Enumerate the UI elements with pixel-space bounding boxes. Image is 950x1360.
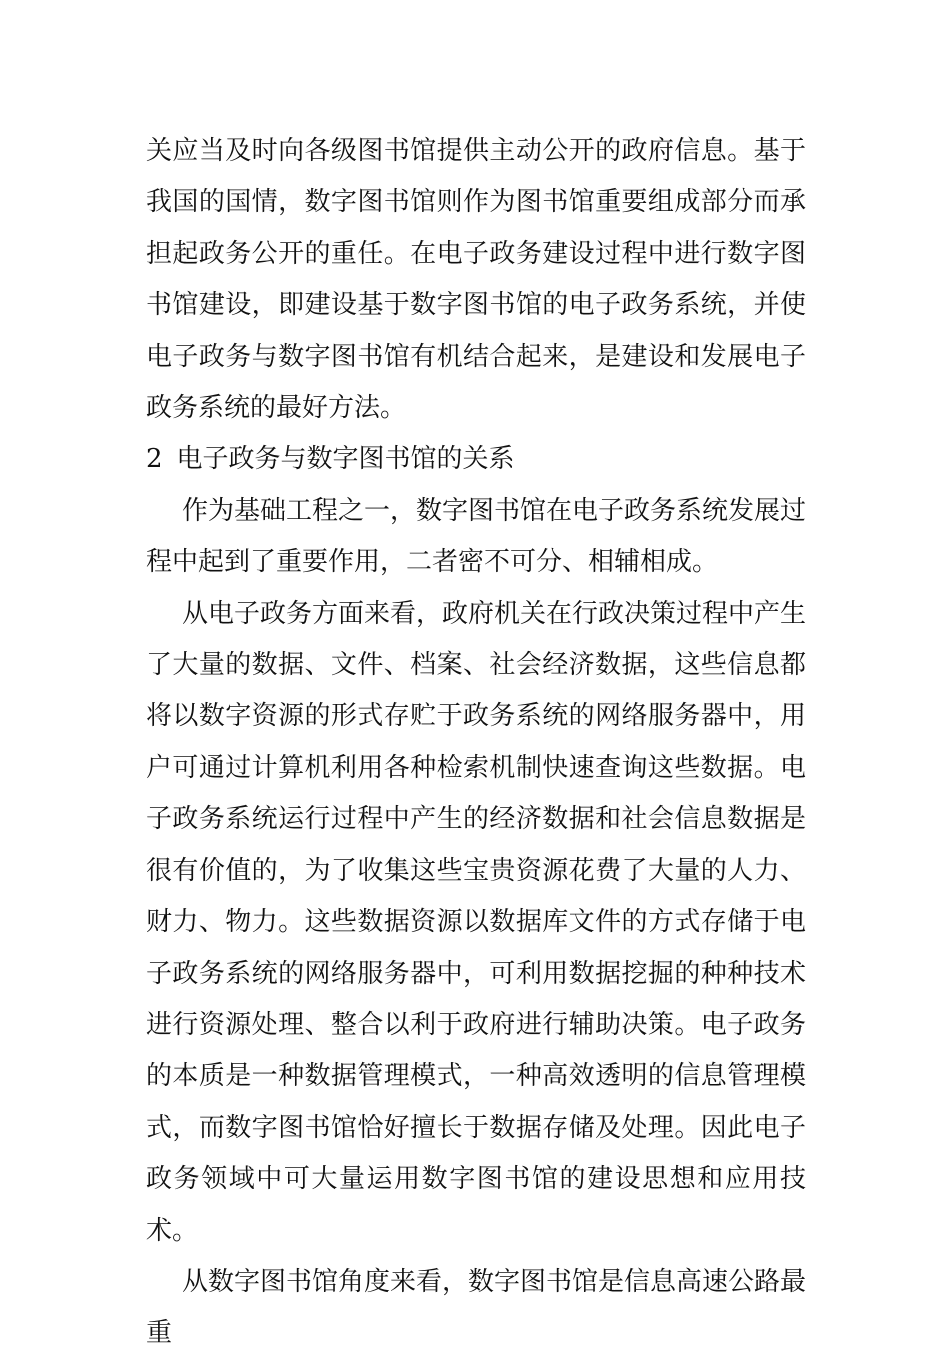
body-text	[146, 126, 806, 1360]
section-title: 电子政务与数字图书馆的关系	[176, 444, 515, 475]
paragraph: 从电子政务方面来看，政府机关在行政决策过程中产生了大量的数据、文件、档案、社会经济数据，这些信息都将以数字资源的形式存贮于政务系统的网络服务器中，用户可通过计算机利用各种检索机制快速查询这些数据。电子政务系统运行过程中产生的经济数据和社会信息数据是很有价值的，为了收集这些宝贵资源花费了大量的人力、财力、物力。这些数据资源以数据库文件的方式存储于电子政务系统的网络服务器中，可利用数据挖掘的种种技术进行资源处理、整合以利于政府进行辅助决策。电子政务的本质是一种数据管理模式，一种高效透明的信息管理模式，而数字图书馆恰好擅长于数据存储及处理。因此电子政务领域中可大量运用数字图书馆的建设思想和应用技术。	[146, 598, 807, 1246]
section-heading	[146, 434, 806, 485]
section-number: 2	[146, 444, 163, 475]
paragraph: 作为基础工程之一，数字图书馆在电子政务系统发展过程中起到了重要作用，二者密不可分、相辅相成。	[146, 495, 807, 578]
paragraph: 从数字图书馆角度来看，数字图书馆是信息高速公路最重	[146, 1266, 807, 1349]
paragraph-continuation: 关应当及时向各级图书馆提供主动公开的政府信息。基于我国的国情，数字图书馆则作为图书馆重要组成部分而承担起政务公开的重任。在电子政务建设过程中进行数字图书馆建设，即建设基于数字图书馆的电子政务系统，并使电子政务与数字图书馆有机结合起来，是建设和发展电子政务系统的最好方法。	[146, 136, 806, 424]
